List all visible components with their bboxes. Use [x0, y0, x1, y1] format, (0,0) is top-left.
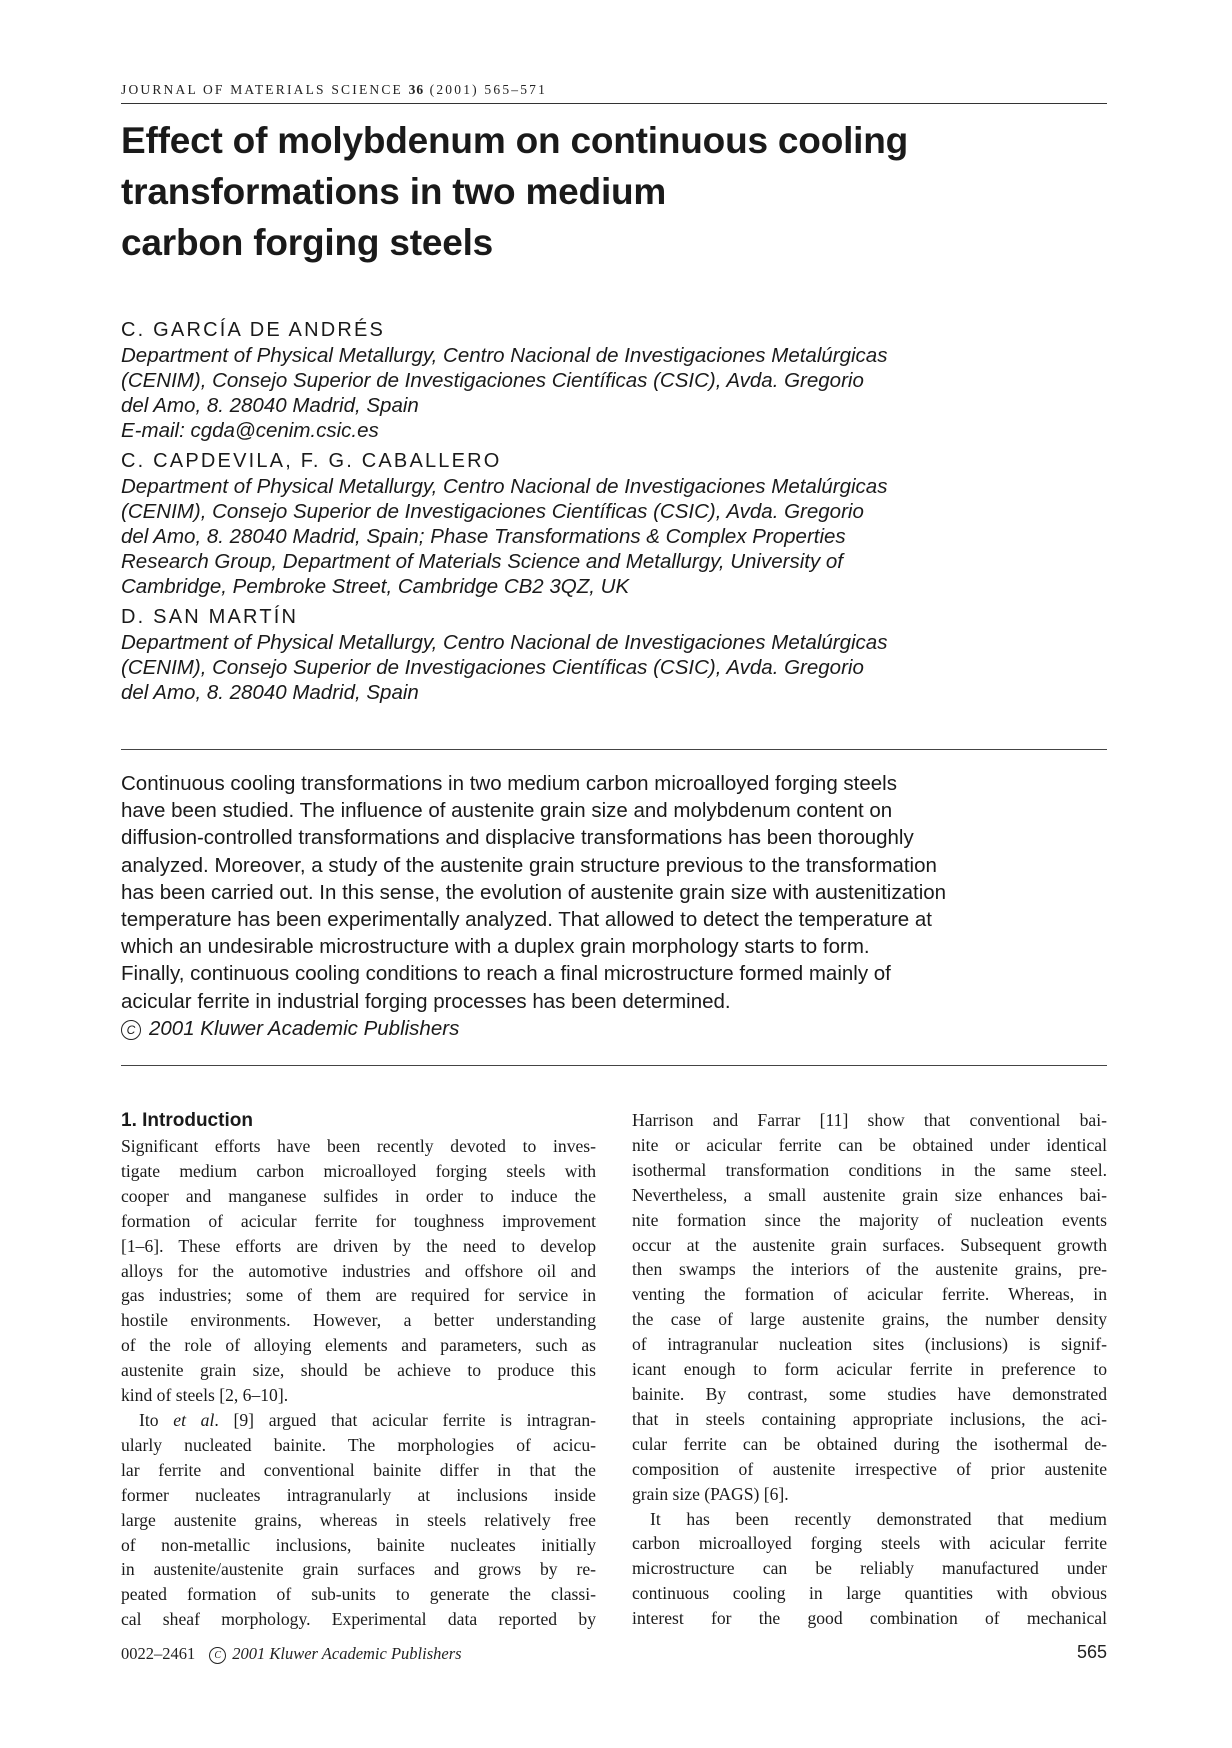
body-line: composition of austenite irrespective of prior austenite [632, 1458, 1107, 1479]
journal-header [121, 82, 547, 98]
body-line: bainite. By contrast, some studies have demonstrated [632, 1383, 1107, 1404]
abstract-top-rule [121, 749, 1107, 750]
body-line: continuous cooling in large quantities with obvious [632, 1583, 1107, 1604]
affiliation-line: (CENIM), Consejo Superior de Investigaciones Científicas (CSIC), Avda. Gregorio [121, 500, 864, 523]
author-block [121, 605, 1107, 705]
author-block [121, 449, 1107, 599]
abstract-line: which an undesirable microstructure with a duplex grain morphology starts to form. [121, 935, 870, 959]
abstract-line: temperature has been experimentally analyzed. That allowed to detect the temperature at [121, 908, 932, 932]
body-line [121, 1408, 596, 1433]
footer-publisher: 2001 Kluwer Academic Publishers [232, 1644, 462, 1663]
abstract [121, 770, 1107, 1042]
body-line: kind of steels [2, 6–10]. [121, 1385, 289, 1406]
body-line: in austenite/austenite grain surfaces and grows by re- [121, 1559, 596, 1580]
page-footer [121, 1644, 462, 1664]
body-line: cal sheaf morphology. Experimental data reported by [121, 1609, 596, 1630]
body-line: ularly nucleated bainite. The morphologies of acicu- [121, 1434, 596, 1455]
right-column [632, 1108, 1107, 1631]
body-line: tigate medium carbon microalloyed forging steels with [121, 1160, 596, 1181]
article-title [121, 115, 1107, 268]
section-heading: 1. Introduction [121, 1110, 253, 1131]
affiliation-line: Department of Physical Metallurgy, Centro Nacional de Investigaciones Metalúrgicas [121, 344, 888, 367]
left-column [121, 1108, 596, 1632]
body-line: venting the formation of acicular ferrite. Whereas, in [632, 1284, 1107, 1305]
body-line: nite or acicular ferrite can be obtained under identical [632, 1134, 1107, 1155]
affiliation-line: del Amo, 8. 28040 Madrid, Spain; Phase Transformations & Complex Properties [121, 525, 846, 548]
body-line: Nevertheless, a small austenite grain size enhances bai- [632, 1184, 1107, 1205]
body-line: Harrison and Farrar [11] show that conventional bai- [632, 1110, 1107, 1130]
abstract-line: diffusion-controlled transformations and displacive transformations has been thoroughly [121, 826, 914, 850]
body-line: isothermal transformation conditions in the same steel. [632, 1159, 1107, 1180]
body-line: cooper and manganese sulfides in order to induce the [121, 1185, 596, 1206]
affiliation-line: Cambridge, Pembroke Street, Cambridge CB2 3QZ, UK [121, 575, 630, 598]
title-line: carbon forging steels [121, 222, 494, 263]
abstract-line: have been studied. The influence of austenite grain size and molybdenum content on [121, 799, 893, 823]
body-line: microstructure can be reliably manufactured under [632, 1558, 1107, 1579]
affiliation-line: (CENIM), Consejo Superior de Investigaciones Científicas (CSIC), Avda. Gregorio [121, 656, 864, 679]
body-line: grain size (PAGS) [6]. [632, 1483, 789, 1504]
author-email[interactable]: E-mail: cgda@cenim.csic.es [121, 419, 379, 442]
body-line: interest for the good combination of mechanical [632, 1608, 1107, 1629]
copyright-icon: C [121, 1020, 141, 1040]
header-rule [121, 103, 1107, 104]
copyright-text: 2001 Kluwer Academic Publishers [149, 1016, 460, 1040]
body-line: gas industries; some of them are required for service in [121, 1285, 596, 1306]
body-line: austenite grain size, should be achieve to produce this [121, 1360, 596, 1381]
body-line: of the role of alloying elements and parameters, such as [121, 1335, 596, 1356]
body-line: icant enough to form acicular ferrite in preference to [632, 1359, 1107, 1380]
title-line: Effect of molybdenum on continuous cooling [121, 120, 909, 161]
body-line: the case of large austenite grains, the number density [632, 1309, 1107, 1330]
abstract-line: acicular ferrite in industrial forging processes has been determined. [121, 989, 731, 1013]
abstract-line: Finally, continuous cooling conditions to reach a final microstructure formed mainly of [121, 962, 891, 986]
body-line: nite formation since the majority of nucleation events [632, 1209, 1107, 1230]
author-name: C. GARCÍA DE ANDRÉS [121, 319, 386, 341]
abstract-bottom-rule [121, 1065, 1107, 1066]
body-line: occur at the austenite grain surfaces. Subsequent growth [632, 1234, 1107, 1255]
author-block [121, 318, 1107, 443]
body-line: lar ferrite and conventional bainite differ in that the [121, 1459, 596, 1480]
affiliation-line: (CENIM), Consejo Superior de Investigaciones Científicas (CSIC), Avda. Gregorio [121, 369, 864, 392]
body-line: of non-metallic inclusions, bainite nucleates initially [121, 1534, 596, 1555]
body-line: then swamps the interiors of the austenite grains, pre- [632, 1259, 1107, 1280]
author-name: D. SAN MARTÍN [121, 606, 299, 628]
affiliation-line: Department of Physical Metallurgy, Centro Nacional de Investigaciones Metalúrgicas [121, 631, 888, 654]
body-line: It has been recently demonstrated that medium [650, 1508, 1107, 1529]
text-run: . [9] argued that acicular ferrite is intragran- [214, 1409, 596, 1430]
body-line: formation of acicular ferrite for toughness improvement [121, 1210, 596, 1231]
body-line: [1–6]. These efforts are driven by the need to develop [121, 1235, 596, 1256]
abstract-line: has been carried out. In this sense, the evolution of austenite grain size with austenitization [121, 880, 947, 904]
text-run-italic: et al [173, 1409, 215, 1430]
body-line: that in steels containing appropriate inclusions, the aci- [632, 1408, 1107, 1429]
body-line: hostile environments. However, a better understanding [121, 1310, 596, 1331]
abstract-copyright [121, 1015, 1107, 1042]
affiliation-line: Department of Physical Metallurgy, Centro Nacional de Investigaciones Metalúrgicas [121, 475, 888, 498]
journal-volume: 36 [408, 82, 425, 97]
abstract-line: analyzed. Moreover, a study of the austenite grain structure previous to the transformation [121, 853, 937, 877]
copyright-icon: C [209, 1647, 226, 1664]
affiliation-line: del Amo, 8. 28040 Madrid, Spain [121, 681, 419, 704]
abstract-line: Continuous cooling transformations in two medium carbon microalloyed forging steels [121, 772, 897, 795]
body-line: cular ferrite can be obtained during the isothermal de- [632, 1433, 1107, 1454]
journal-name: JOURNAL OF MATERIALS SCIENCE [121, 82, 403, 97]
body-line: Significant efforts have been recently devoted to inves- [121, 1136, 596, 1156]
journal-year-pages: (2001) 565–571 [429, 82, 548, 97]
body-line: peated formation of sub-units to generate the classi- [121, 1584, 596, 1605]
title-line: transformations in two medium [121, 171, 667, 212]
author-list [121, 318, 1107, 711]
issn: 0022–2461 [121, 1644, 196, 1663]
body-line: large austenite grains, whereas in steels relatively free [121, 1509, 596, 1530]
author-name: C. CAPDEVILA, F. G. CABALLERO [121, 450, 502, 472]
body-line: of intragranular nucleation sites (inclusions) is signif- [632, 1334, 1107, 1355]
page-number: 565 [1076, 1642, 1107, 1662]
text-run: Ito [139, 1409, 174, 1430]
affiliation-line: Research Group, Department of Materials Science and Metallurgy, University of [121, 550, 843, 573]
body-line: former nucleates intragranularly at inclusions inside [121, 1484, 596, 1505]
body-line: carbon microalloyed forging steels with acicular ferrite [632, 1533, 1107, 1554]
body-line: alloys for the automotive industries and offshore oil and [121, 1260, 596, 1281]
affiliation-line: del Amo, 8. 28040 Madrid, Spain [121, 394, 419, 417]
